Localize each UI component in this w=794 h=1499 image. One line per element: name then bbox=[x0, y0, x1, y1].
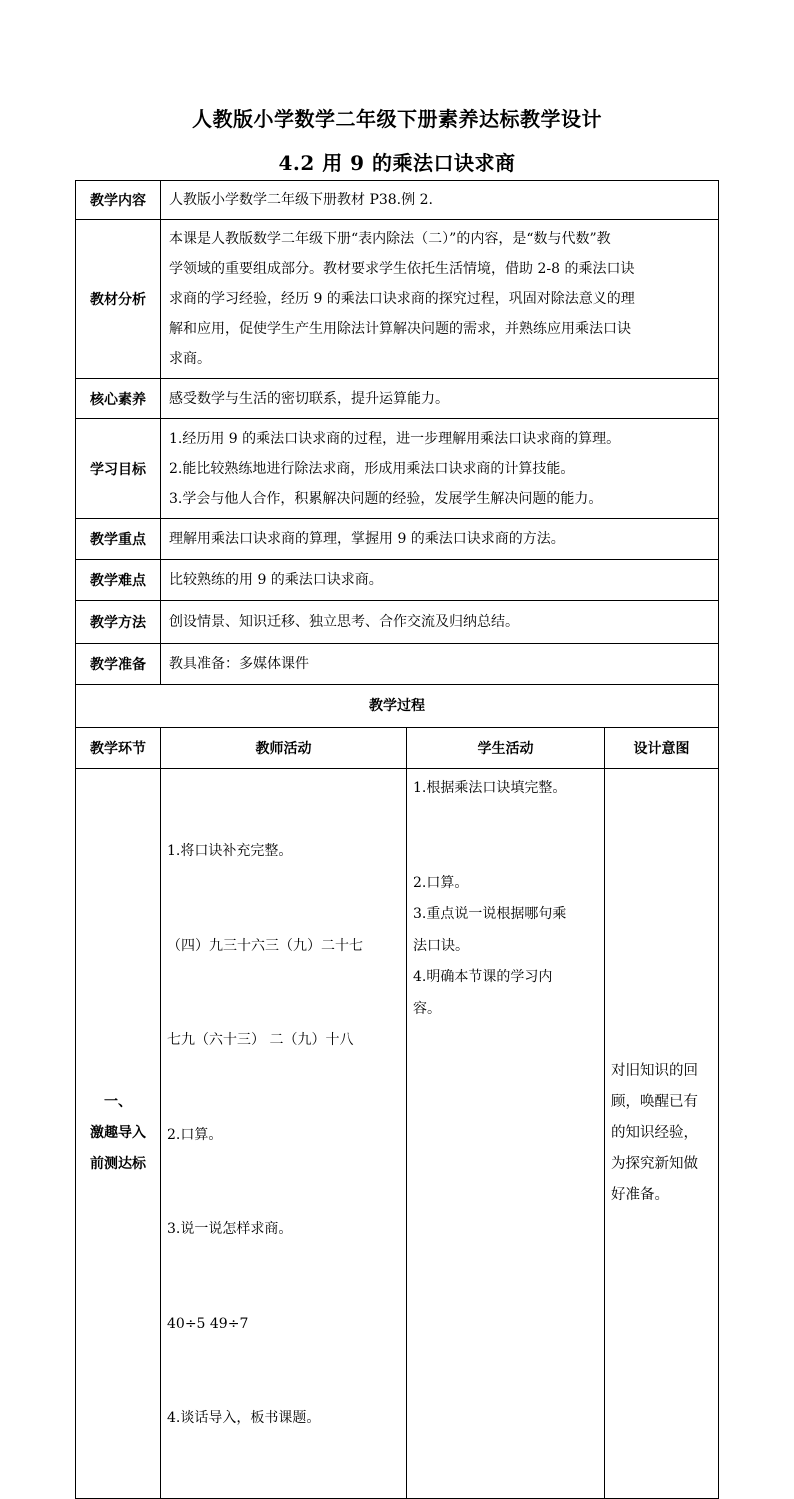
text-line: 40÷5 49÷7 bbox=[167, 1315, 249, 1332]
text-line: 为探究新知做 bbox=[611, 1155, 698, 1172]
student-activity bbox=[407, 769, 605, 1499]
row-label: 教材分析 bbox=[76, 220, 161, 379]
text-line: 3.重点说一说根据哪句乘 bbox=[413, 906, 567, 922]
row-content: 比较熟练的用 9 的乘法口诀求商。 bbox=[161, 560, 719, 601]
text-line: 1.将口诀补充完整。 bbox=[167, 843, 293, 859]
text-line: 1.经历用 9 的乘法口诀求商的过程，进一步理解用乘法口诀求商的算理。 bbox=[169, 430, 621, 447]
row-content: 人教版小学数学二年级下册教材 P38.例 2. bbox=[161, 181, 719, 220]
text-line: 1.根据乘法口诀填完整。 bbox=[413, 780, 567, 796]
document-subtitle: 4.2 用 9 的乘法口诀求商 bbox=[278, 151, 516, 175]
row-content: 感受数学与生活的密切联系，提升运算能力。 bbox=[161, 379, 719, 419]
text-line: 2.能比较熟练地进行除法求商，形成用乘法口诀求商的计算技能。 bbox=[169, 460, 575, 477]
lesson-plan-table bbox=[75, 180, 719, 1499]
column-header: 教师活动 bbox=[161, 728, 407, 769]
row-content bbox=[161, 419, 719, 519]
column-header: 设计意图 bbox=[605, 728, 719, 769]
text-line: 好准备。 bbox=[611, 1186, 669, 1203]
text-line: 本课是人教版数学二年级下册“表内除法（二）”的内容，是“数与代数”教 bbox=[169, 231, 611, 247]
table-row bbox=[76, 181, 719, 220]
text-line: 3.学会与他人合作，积累解决问题的经验，发展学生解决问题的能力。 bbox=[169, 490, 603, 507]
document-title: 人教版小学数学二年级下册素养达标教学设计 bbox=[192, 107, 602, 131]
table-row bbox=[76, 769, 719, 1499]
row-content: 教具准备：多媒体课件 bbox=[161, 644, 719, 685]
column-header: 学生活动 bbox=[407, 728, 605, 769]
design-intent bbox=[605, 769, 719, 1499]
section-heading: 教学过程 bbox=[76, 685, 719, 728]
text-line: 4.谈话导入，板书课题。 bbox=[167, 1410, 321, 1426]
teacher-activity bbox=[161, 769, 407, 1499]
text-line: 顾，唤醒已有 bbox=[611, 1093, 698, 1110]
text-line: 的知识经验， bbox=[611, 1124, 698, 1141]
table-row bbox=[76, 601, 719, 644]
table-row bbox=[76, 685, 719, 728]
row-label: 教学方法 bbox=[76, 601, 161, 644]
row-label: 核心素养 bbox=[76, 379, 161, 419]
text-line: 对旧知识的回 bbox=[611, 1062, 698, 1079]
row-label: 教学内容 bbox=[76, 181, 161, 220]
row-label: 教学准备 bbox=[76, 644, 161, 685]
row-content: 理解用乘法口诀求商的算理，掌握用 9 的乘法口诀求商的方法。 bbox=[161, 519, 719, 560]
stage-label bbox=[76, 769, 161, 1499]
stage-number: 一、 bbox=[104, 1093, 132, 1110]
text-line: 4.明确本节课的学习内 bbox=[413, 969, 553, 985]
text-line: 3.说一说怎样求商。 bbox=[167, 1221, 293, 1237]
text-line: 七九（六十三） 二（九）十八 bbox=[167, 1032, 354, 1048]
text-line: 求商的学习经验，经历 9 的乘法口诀求商的探究过程，巩固对除法意义的理 bbox=[169, 291, 635, 307]
row-label: 教学重点 bbox=[76, 519, 161, 560]
text-line: 2.口算。 bbox=[167, 1126, 223, 1143]
text-line: 法口诀。 bbox=[413, 937, 469, 954]
table-row bbox=[76, 220, 719, 379]
text-line: 解和应用，促使学生产生用除法计算解决问题的需求，并熟练应用乘法口诀 bbox=[169, 321, 631, 337]
table-row bbox=[76, 519, 719, 560]
text-line: 容。 bbox=[413, 1000, 441, 1017]
row-label: 教学难点 bbox=[76, 560, 161, 601]
stage-name-line: 激趣导入 bbox=[90, 1124, 146, 1141]
table-row bbox=[76, 379, 719, 419]
table-row bbox=[76, 644, 719, 685]
row-content: 创设情景、知识迁移、独立思考、合作交流及归纳总结。 bbox=[161, 601, 719, 644]
column-header: 教学环节 bbox=[76, 728, 161, 769]
text-line: （四）九三十六三（九）二十七 bbox=[167, 937, 363, 954]
row-content bbox=[161, 220, 719, 379]
table-header-row bbox=[76, 728, 719, 769]
table-row bbox=[76, 560, 719, 601]
text-line: 学领域的重要组成部分。教材要求学生依托生活情境，借助 2-8 的乘法口诀 bbox=[169, 261, 635, 277]
table-row bbox=[76, 419, 719, 519]
text-line: 2.口算。 bbox=[413, 874, 469, 891]
row-label: 学习目标 bbox=[76, 419, 161, 519]
stage-name-line: 前测达标 bbox=[90, 1155, 146, 1172]
text-line: 求商。 bbox=[169, 351, 211, 367]
